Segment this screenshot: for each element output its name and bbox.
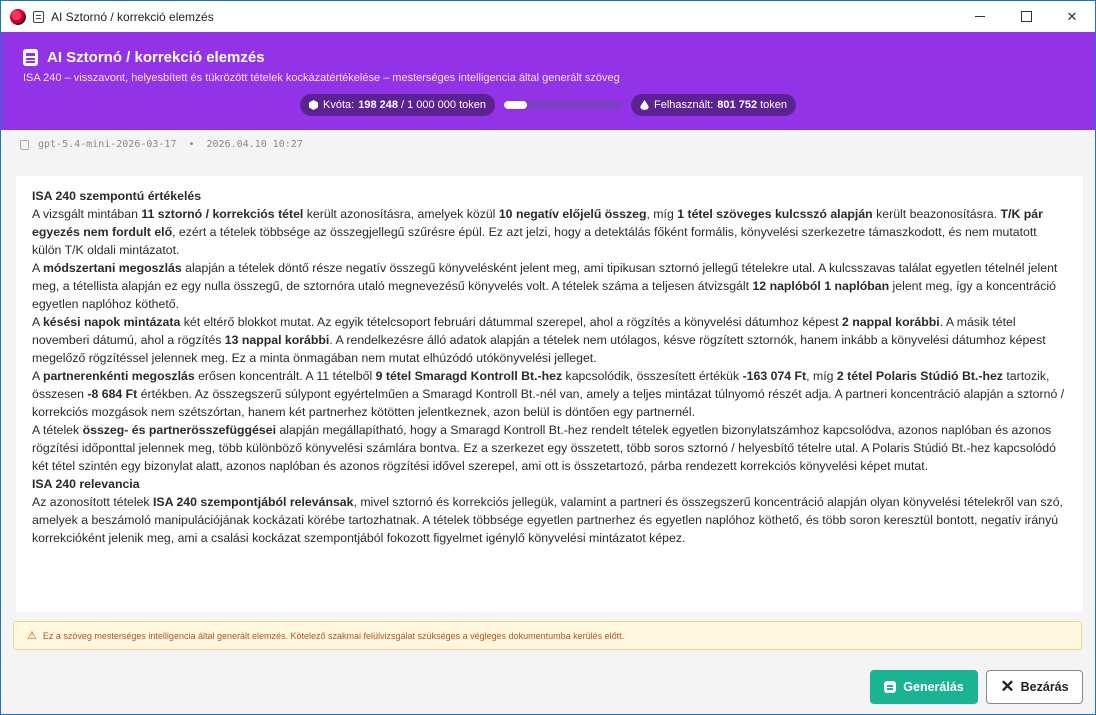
title-bar[interactable] [1, 1, 1095, 32]
generation-timestamp: 2026.04.10 10:27 [206, 139, 303, 150]
minimize-button[interactable] [957, 1, 1003, 32]
minimize-icon [975, 16, 985, 17]
used-label: Felhasznált: [653, 99, 714, 111]
close-label: Bezárás [1020, 680, 1069, 694]
maximize-button[interactable] [1003, 1, 1049, 32]
app-logo-icon [10, 9, 26, 25]
generate-button[interactable] [870, 670, 978, 704]
quota-progress-fill [504, 101, 527, 109]
drop-icon [640, 100, 649, 110]
generate-icon [884, 681, 896, 693]
paragraph: A partnerenkénti megoszlás erősen koncentrált. A 11 tételből 9 tétel Smaragd Kontroll Bt.-hez kapcsolódik, összesített értékük -163 074 Ft, míg 2 tétel Polaris Stúdió Bt.-hez tartozik, összesen -8 684 Ft értékben. Az összegszerű súlypont egyértelműen a Smaragd Kontroll Bt.-nél van, amely a teljes mintázat túlnyomó részét adja. A partneri koncentráció alapján a sztornó / korrekciós mozgások nem szétszórtan, hanem két partnerhez kötötten jelentkeznek, azon belül is döntően egy partnernél. [32, 369, 1065, 419]
model-icon [20, 140, 29, 150]
analysis-text-panel[interactable] [16, 176, 1083, 612]
generation-meta [20, 139, 303, 150]
meta-separator: • [188, 139, 195, 150]
used-tokens-badge [631, 94, 796, 116]
close-window-button[interactable] [1049, 1, 1095, 32]
paragraph: A vizsgált mintában 11 sztornó / korrekciós tétel került azonosításra, amelyek közül 10 negatív előjelű összeg, míg 1 tétel szöveges kulcsszó alapján került beazonosításra. T/K pár egyezés nem fordult elő, ezért a tételek többsége az összegjellegű szűrésre épül. Ez azt jelzi, hogy a detektálás főként formális, könyvelési szerkezetre támaszkodott, és nem mutatott külön T/K oldali mintázatot. [32, 207, 1043, 257]
generate-label: Generálás [903, 680, 964, 694]
close-button[interactable] [986, 670, 1083, 704]
warning-icon: ⚠ [27, 630, 37, 642]
header-title: AI Sztornó / korrekció elemzés [47, 49, 265, 66]
paragraph: A tételek összeg- és partnerösszefüggései alapján megállapítható, hogy a Smaragd Kontroll Bt.-hez rendelt tételek egyetlen bizonylatszámhoz kapcsolódva, azonos naplóban és azonos rögzítési időponttal jelennek meg, több különböző könyvelési számlára bontva. Ez a szerkezet egy összetett, több soros sztornó / helyesbítő tételre utal. A Polaris Stúdió Bt.-hez kapcsolódó két tétel szintén egy bizonylat alatt, azonos naplóban és azonos rögzítési idővel szerepel, ami ott is összetartozó, párba rendezett korrekciós könyvelési képet mutat. [32, 423, 1056, 473]
quota-badge [300, 94, 495, 116]
section-heading: ISA 240 relevancia [32, 477, 140, 491]
close-icon: ✕ [1066, 8, 1078, 24]
paragraph: A késési napok mintázata két eltérő blokkot mutat. Az egyik tételcsoport februári dátummal szerepel, ahol a rögzítés a könyvelési dátumhoz képest 2 nappal korábbi. A másik tétel novemberi dátumú, ahol a rögzítés 13 nappal korábbi. A rendelkezésre álló adatok alapján a tételek nem utólagos, késve rögzített sztornók, hanem inkább a könyvelési dátumhoz képest megelőző rögzítéssel jelennek meg. Ez a minta önmagában nem mutat elhúzódó utókönyvelési jelleget. [32, 315, 1046, 365]
section-heading: ISA 240 szempontú értékelés [32, 189, 202, 203]
paragraph: A módszertani megoszlás alapján a tételek döntő része negatív összegű könyvelésként jelent meg, ami tipikusan sztornó jellegű tételekre utal. A kulcsszavas találat egyetlen tételnél jelent meg, a tétellista alapján ez egy nulla összegű, de sztornóra utaló megnevezésű könyvelés volt. A tételek száma a teljesen átvizsgált 12 naplóból 1 naplóban jelent meg, így a koncentráció egyetlen naplóhoz köthető. [32, 261, 1058, 311]
dialog-header [1, 32, 1095, 130]
window-controls [957, 1, 1095, 32]
quota-total: / 1 000 000 token [400, 99, 486, 111]
model-name: gpt-5.4-mini-2026-03-17 [38, 139, 177, 150]
used-unit: token [760, 99, 787, 111]
ai-disclaimer [13, 621, 1082, 650]
analysis-text [16, 176, 1083, 547]
header-subtitle: ISA 240 – visszavont, helyesbített és tükrözött tételek kockázatértékelése – mesterséges intelligencia által generált szöveg [23, 72, 620, 84]
quota-label: Kvóta: [323, 99, 355, 111]
report-icon [33, 11, 44, 23]
close-x-icon: ✕ [1000, 677, 1015, 696]
window-title: AI Sztornó / korrekció elemzés [51, 9, 214, 24]
header-title-row [23, 49, 265, 66]
token-usage-bar [1, 94, 1095, 116]
quota-progress-bar [504, 101, 622, 109]
maximize-icon [1021, 11, 1032, 22]
cube-icon [309, 100, 318, 110]
disclaimer-text: Ez a szöveg mesterséges intelligencia által generált elemzés. Kötelező szakmai felülvizsgálat szükséges a végleges dokumentumba kerülés előtt. [42, 630, 625, 641]
paragraph: Az azonosított tételek ISA 240 szempontjából relevánsak, mivel sztornó és korrekciós jellegük, valamint a partneri és összegszerű koncentráció alapján olyan könyvelési tételekről van szó, amelyek a beszámoló manipulációjának kockázati körébe tartozhatnak. A tételek többsége egyetlen partnerhez és egyetlen naplóhoz köthető, és több soron keresztül bontott, negatív irányú korrekcióként jelenik meg, ami a csalási kockázat szempontjából fokozott figyelmet igénylő könyvelési mintázatot képez. [32, 495, 1063, 545]
used-value: 801 752 [717, 99, 758, 111]
report-header-icon [23, 49, 38, 66]
quota-used: 198 248 [358, 99, 398, 111]
